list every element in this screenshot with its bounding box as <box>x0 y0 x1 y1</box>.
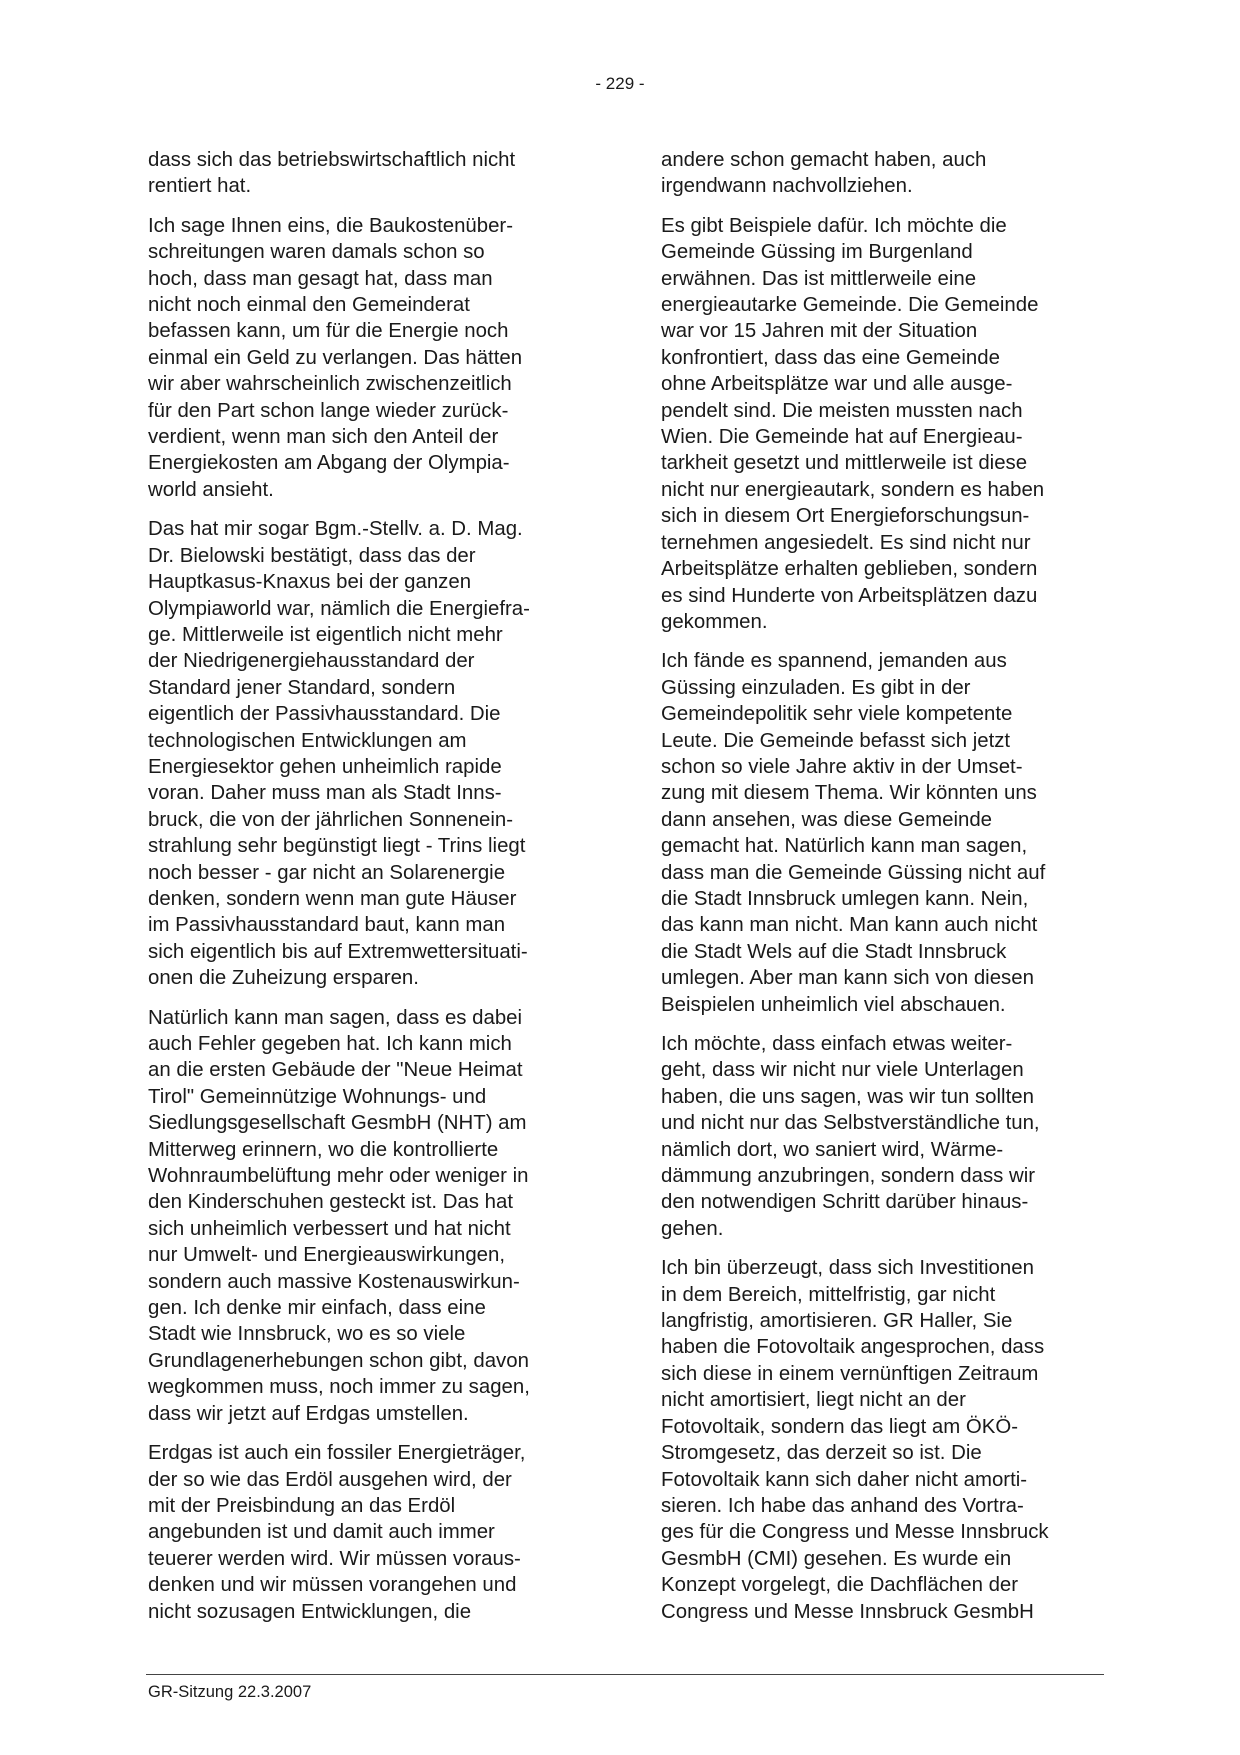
text-line: die Stadt Wels auf die Stadt Innsbruck <box>661 940 1007 963</box>
text-line: verdient, wenn man sich den Anteil der <box>148 426 499 449</box>
text-line: Mitterweg erinnern, wo die kontrollierte <box>148 1138 499 1161</box>
paragraph <box>661 147 1101 200</box>
text-line: ohne Arbeitsplätze war und alle ausge- <box>661 373 1013 396</box>
text-line: ges für die Congress und Messe Innsbruck <box>661 1521 1049 1544</box>
text-line: Erdgas ist auch ein fossiler Energieträger, <box>148 1442 526 1465</box>
text-line: Das hat mir sogar Bgm.-Stellv. a. D. Mag. <box>148 518 523 541</box>
text-line: nur Umwelt- und Energieauswirkungen, <box>148 1244 506 1267</box>
text-line: Ich bin überzeugt, dass sich Investitionen <box>661 1257 1034 1280</box>
text-line: der Niedrigenergiehausstandard der <box>148 650 475 673</box>
text-line: konfrontiert, dass das eine Gemeinde <box>661 346 1000 369</box>
text-line: Gemeinde Güssing im Burgenland <box>661 241 973 264</box>
text-line: Ich fände es spannend, jemanden aus <box>661 650 1007 673</box>
text-line: gen. Ich denke mir einfach, dass eine <box>148 1297 486 1320</box>
text-line: Wien. Die Gemeinde hat auf Energieau- <box>661 426 1023 449</box>
text-line: world ansieht. <box>148 478 274 501</box>
text-line: pendelt sind. Die meisten mussten nach <box>661 399 1023 422</box>
paragraph <box>148 1005 588 1428</box>
text-line: hoch, dass man gesagt hat, dass man <box>148 267 493 290</box>
text-line: erwähnen. Das ist mittlerweile eine <box>661 267 977 290</box>
text-line: den Kinderschuhen gesteckt ist. Das hat <box>148 1191 513 1214</box>
text-line: wir aber wahrscheinlich zwischenzeitlich <box>148 373 512 396</box>
text-line: im Passivhausstandard baut, kann man <box>148 914 506 937</box>
text-line: eigentlich der Passivhausstandard. Die <box>148 703 501 726</box>
text-line: nämlich dort, wo saniert wird, Wärme- <box>661 1138 1004 1161</box>
text-line: sich in diesem Ort Energieforschungsun- <box>661 505 1030 528</box>
text-line: ternehmen angesiedelt. Es sind nicht nur <box>661 531 1031 554</box>
right-column <box>661 147 1101 1638</box>
text-line: denken und wir müssen vorangehen und <box>148 1574 517 1597</box>
text-line: nicht amortisiert, liegt nicht an der <box>661 1389 966 1412</box>
text-line: zung mit diesem Thema. Wir könnten uns <box>661 782 1037 805</box>
text-line: die Stadt Innsbruck umlegen kann. Nein, <box>661 887 1029 910</box>
text-line: sich unheimlich verbessert und hat nicht <box>148 1217 511 1240</box>
text-line: Energiekosten am Abgang der Olympia- <box>148 452 510 475</box>
text-line: in dem Bereich, mittelfristig, gar nicht <box>661 1283 996 1306</box>
text-line: Konzept vorgelegt, die Dachflächen der <box>661 1574 1019 1597</box>
text-line: dass man die Gemeinde Güssing nicht auf <box>661 861 1046 884</box>
text-line: befassen kann, um für die Energie noch <box>148 320 509 343</box>
text-line: tarkheit gesetzt und mittlerweile ist diese <box>661 452 1028 475</box>
text-line: Fotovoltaik, sondern das liegt am ÖKÖ- <box>661 1415 1018 1438</box>
text-line: voran. Daher muss man als Stadt Inns- <box>148 782 502 805</box>
text-line: noch besser - gar nicht an Solarenergie <box>148 861 506 884</box>
text-line: Wohnraumbelüftung mehr oder weniger in <box>148 1165 529 1188</box>
text-line: onen die Zuheizung ersparen. <box>148 967 419 990</box>
text-line: rentiert hat. <box>148 175 252 198</box>
text-line: teuerer werden wird. Wir müssen voraus- <box>148 1547 521 1570</box>
text-line: andere schon gemacht haben, auch <box>661 149 987 171</box>
text-line: Standard jener Standard, sondern <box>148 676 456 699</box>
text-line: Tirol" Gemeinnützige Wohnungs- und <box>148 1085 487 1108</box>
footer-divider <box>146 1674 1104 1675</box>
text-line: Congress und Messe Innsbruck GesmbH <box>661 1600 1034 1623</box>
text-line: GesmbH (CMI) gesehen. Es wurde ein <box>661 1547 1012 1570</box>
text-line: schreitungen waren damals schon so <box>148 241 485 264</box>
text-line: Olympiaworld war, nämlich die Energiefra- <box>148 597 530 620</box>
text-line: Fotovoltaik kann sich daher nicht amorti- <box>661 1468 1028 1491</box>
text-line: dass wir jetzt auf Erdgas umstellen. <box>148 1402 469 1425</box>
text-line: gekommen. <box>661 610 768 633</box>
text-line: sich eigentlich bis auf Extremwettersituati- <box>148 940 528 963</box>
text-line: gemacht hat. Natürlich kann man sagen, <box>661 835 1028 858</box>
text-line: nicht sozusagen Entwicklungen, die <box>148 1600 472 1623</box>
text-line: geht, dass wir nicht nur viele Unterlagen <box>661 1059 1024 1082</box>
text-line: denken, sondern wenn man gute Häuser <box>148 887 517 910</box>
text-line: Ich sage Ihnen eins, die Baukostenüber- <box>148 214 514 237</box>
text-line: ge. Mittlerweile ist eigentlich nicht mehr <box>148 623 503 646</box>
paragraph <box>148 213 588 503</box>
text-line: irgendwann nachvollziehen. <box>661 175 913 198</box>
text-line: nicht nur energieautark, sondern es haben <box>661 478 1045 501</box>
text-line: Grundlagenerhebungen schon gibt, davon <box>148 1349 529 1372</box>
text-line: Dr. Bielowski bestätigt, dass das der <box>148 544 476 567</box>
text-line: haben die Fotovoltaik angesprochen, dass <box>661 1336 1045 1359</box>
text-line: auch Fehler gegeben hat. Ich kann mich <box>148 1033 512 1055</box>
text-line: und nicht nur das Selbstverständliche tun, <box>661 1112 1040 1135</box>
text-line: Leute. Die Gemeinde befasst sich jetzt <box>661 729 1011 752</box>
paragraph <box>148 516 588 991</box>
text-line: einmal ein Geld zu verlangen. Das hätten <box>148 346 523 369</box>
text-line: war vor 15 Jahren mit der Situation <box>661 320 978 343</box>
text-line: Hauptkasus-Knaxus bei der ganzen <box>148 571 472 594</box>
text-line: dämmung anzubringen, sondern dass wir <box>661 1165 1036 1188</box>
text-line: Siedlungsgesellschaft GesmbH (NHT) am <box>148 1112 527 1135</box>
text-line: Stadt wie Innsbruck, wo es so viele <box>148 1323 466 1346</box>
text-line: haben, die uns sagen, was wir tun sollten <box>661 1085 1034 1108</box>
text-line: schon so viele Jahre aktiv in der Umset- <box>661 755 1023 778</box>
text-line: Güssing einzuladen. Es gibt in der <box>661 676 971 699</box>
text-line: Ich möchte, dass einfach etwas weiter- <box>661 1033 1013 1055</box>
text-line: bruck, die von der jährlichen Sonnenein- <box>148 808 513 831</box>
text-line: Beispielen unheimlich viel abschauen. <box>661 993 1006 1016</box>
text-line: dass sich das betriebswirtschaftlich nicht <box>148 149 516 171</box>
text-line: der so wie das Erdöl ausgehen wird, der <box>148 1468 512 1491</box>
paragraph <box>661 1255 1101 1625</box>
paragraph <box>661 1031 1101 1242</box>
paragraph <box>661 213 1101 636</box>
paragraph <box>661 648 1101 1018</box>
left-column <box>148 147 588 1638</box>
text-line: es sind Hunderte von Arbeitsplätzen dazu <box>661 584 1038 607</box>
text-line: langfristig, amortisieren. GR Haller, Sie <box>661 1310 1013 1333</box>
page-number: - 229 - <box>595 74 645 93</box>
text-line: sondern auch massive Kostenauswirkun- <box>148 1270 520 1293</box>
text-line: nicht noch einmal den Gemeinderat <box>148 294 470 317</box>
paragraph <box>148 1440 588 1625</box>
text-line: dann ansehen, was diese Gemeinde <box>661 808 993 831</box>
paragraph <box>148 147 588 200</box>
text-line: sieren. Ich habe das anhand des Vortra- <box>661 1494 1024 1517</box>
text-line: sich diese in einem vernünftigen Zeitraum <box>661 1362 1039 1385</box>
text-line: Natürlich kann man sagen, dass es dabei <box>148 1006 523 1029</box>
text-line: umlegen. Aber man kann sich von diesen <box>661 967 1034 990</box>
text-line: das kann man nicht. Man kann auch nicht <box>661 914 1038 937</box>
text-line: Gemeindepolitik sehr viele kompetente <box>661 703 1013 726</box>
text-line: Energiesektor gehen unheimlich rapide <box>148 755 502 778</box>
text-line: den notwendigen Schritt darüber hinaus- <box>661 1191 1029 1214</box>
footer-session-date: GR-Sitzung 22.3.2007 <box>148 1683 312 1701</box>
text-line: angebunden ist und damit auch immer <box>148 1521 495 1544</box>
text-line: für den Part schon lange wieder zurück- <box>148 399 509 422</box>
text-line: technologischen Entwicklungen am <box>148 729 467 752</box>
text-line: an die ersten Gebäude der "Neue Heimat <box>148 1059 523 1082</box>
text-line: energieautarke Gemeinde. Die Gemeinde <box>661 294 1039 317</box>
text-line: mit der Preisbindung an das Erdöl <box>148 1494 456 1517</box>
text-line: strahlung sehr begünstigt liegt - Trins liegt <box>148 835 526 858</box>
text-line: gehen. <box>661 1217 724 1240</box>
text-line: Arbeitsplätze erhalten geblieben, sondern <box>661 558 1038 581</box>
text-line: wegkommen muss, noch immer zu sagen, <box>148 1376 530 1399</box>
text-line: Stromgesetz, das derzeit so ist. Die <box>661 1442 982 1465</box>
text-line: Es gibt Beispiele dafür. Ich möchte die <box>661 214 1007 237</box>
